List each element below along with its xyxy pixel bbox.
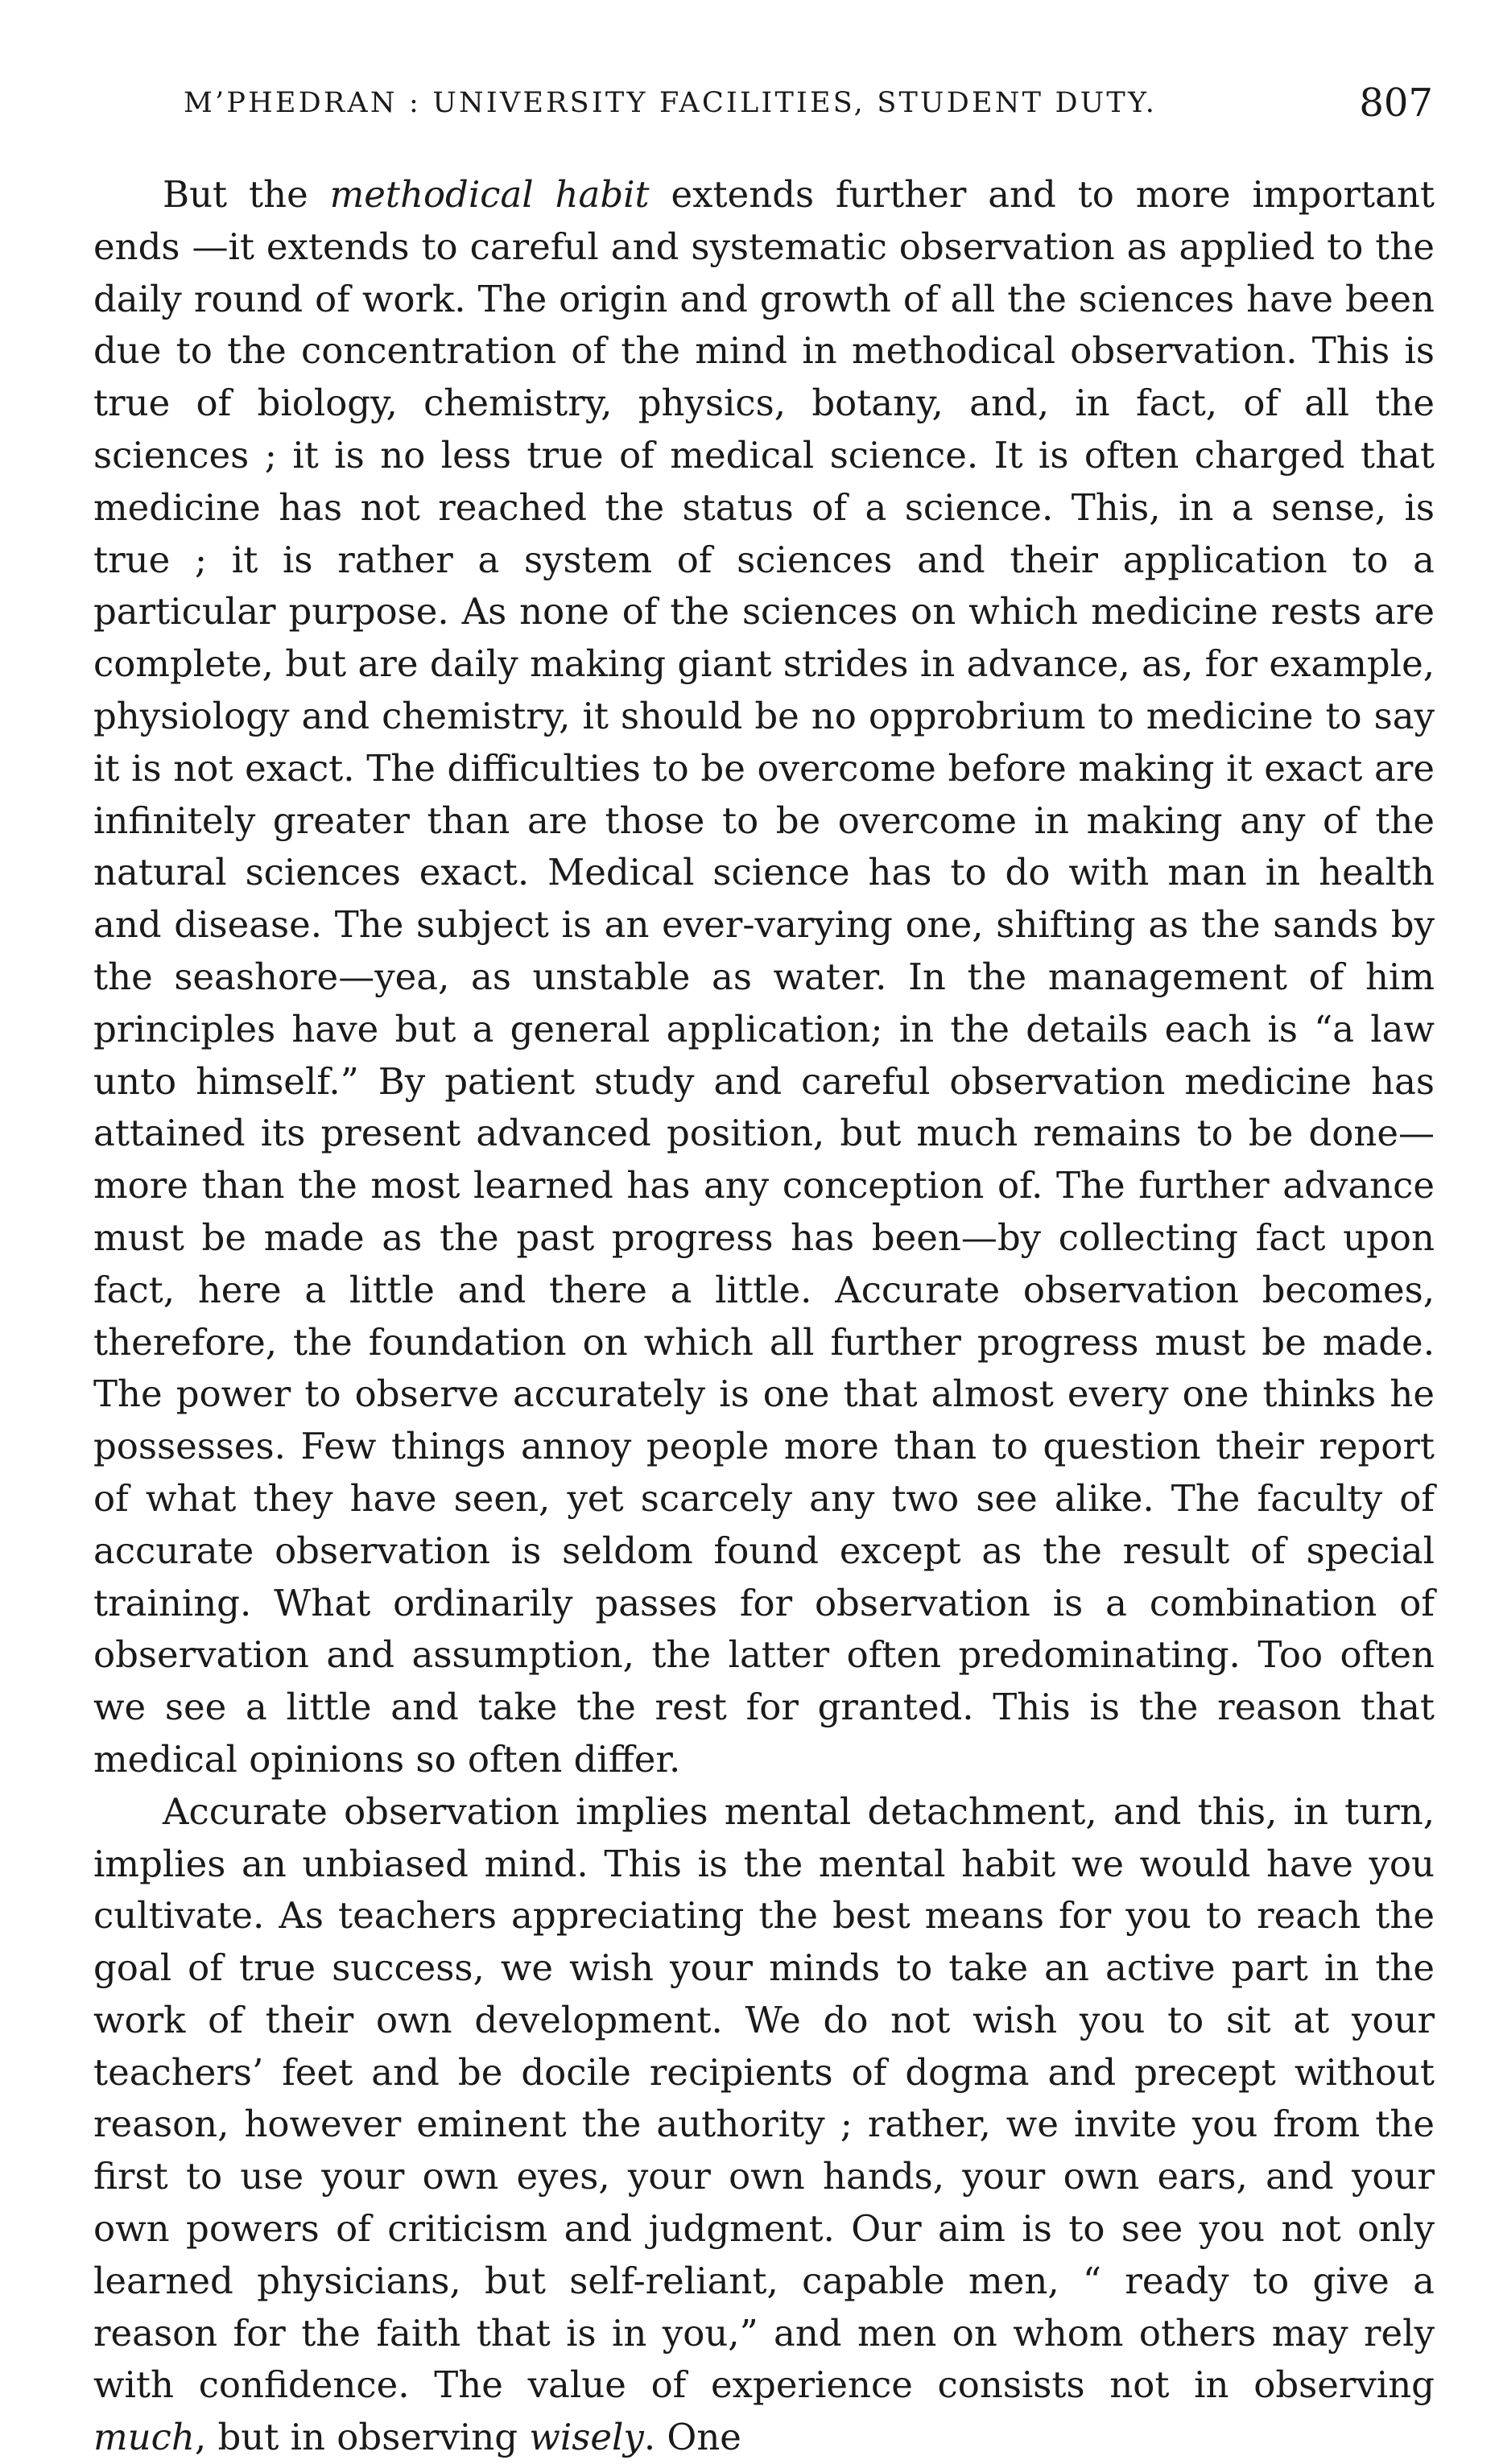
italic-emphasis: wisely <box>529 2416 644 2459</box>
text-run: Accurate observation implies mental detachment, and this, in turn, implies an unbiased mind. This is the mental habit we would have you cultivate. As teachers appreciating the best means for you to reach the goal of true success, we wish your minds to take an active part in the work of their own development. We do not wish you to sit at your teachers’ feet and be docile recipients of dogma and precept without reason, however eminent the authority ; rather, we invite you from the first to use your own eyes, your own hands, your own ears, and your own powers of criticism and judgment. Our aim is to see you not only learned physicians, but self-reliant, capable men, “ ready to give a reason for the faith that is in you,” and men on whom others may rely with confidence. The value of experience consists not in observing <box>93 1789 1435 2407</box>
text-run: . One <box>643 2416 741 2459</box>
text-run: , but in observing <box>194 2416 530 2459</box>
paragraph <box>93 169 1435 1786</box>
text-run: extends further and to more important ends —it extends to careful and systematic observation as applied to the daily round of work. The origin and growth of all the sciences have been due to the concentration of the mind in methodical observation. This is true of biology, chemistry, physics, botany, and, in fact, of all the sciences ; it is no less true of medical science. It is often charged that medicine has not reached the status of a science. This, in a sense, is true ; it is rather a system of sciences and their application to a particular purpose. As none of the sciences on which medicine rests are complete, but are daily making giant strides in advance, as, for example, physiology and chemistry, it should be no opprobrium to medicine to say it is not exact. The difficulties to be overcome before making it exact are infinitely greater than are those to be overcome in making any of the natural sciences exact. Medical science has to do with man in health and disease. The subject is an ever-varying one, shifting as the sands by the seashore—yea, as unstable as water. In the management of him principles have but a general application; in the details each is “a law unto himself.” By patient study and careful observation medicine has attained its present advanced position, but much remains to be done—more than the most learned has any conception of. The further advance must be made as the past progress has been—by collecting fact upon fact, here a little and there a little. Accurate observation becomes, therefore, the foundation on which all further progress must be made. The power to observe accurately is one that almost every one thinks he possesses. Few things annoy people more than to question their report of what they have seen, yet scarcely any two see alike. The faculty of accurate observation is seldom found except as the result of special training. What ordinarily passes for observation is a combination of observation and assumption, the latter often predominating. Too often we see a little and take the rest for granted. This is the reason that medical opinions so often differ. <box>93 173 1435 1781</box>
italic-emphasis: methodical habit <box>329 173 650 216</box>
page-number: 807 <box>1359 80 1433 126</box>
body-text <box>93 169 1435 2464</box>
text-run: But the <box>163 173 330 216</box>
italic-emphasis: much <box>93 2416 195 2459</box>
running-title: M’PHEDRAN : UNIVERSITY FACILITIES, STUDENT DUTY. <box>184 87 1158 119</box>
paragraph <box>93 1786 1435 2464</box>
running-head <box>161 80 1433 129</box>
